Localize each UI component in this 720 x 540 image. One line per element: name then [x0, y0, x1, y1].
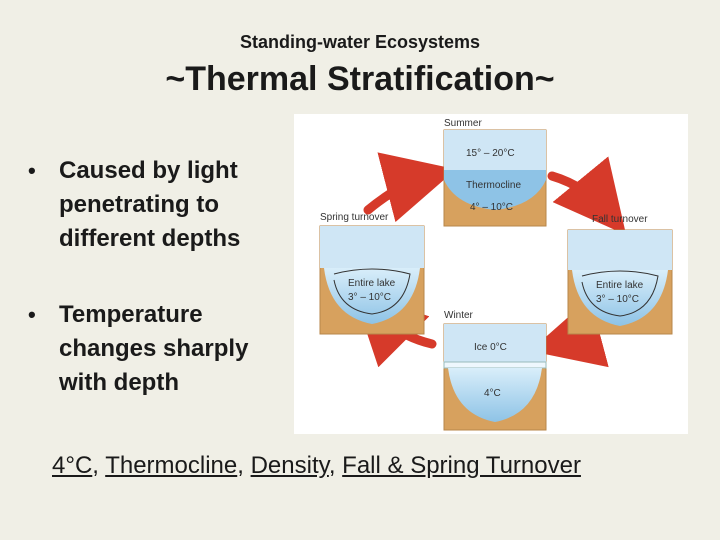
spring-panel — [320, 212, 424, 334]
keyword-links — [52, 452, 581, 480]
bullet-text: Caused by light penetrating to different depths — [59, 157, 241, 252]
summer-panel — [444, 118, 546, 226]
slide-subtitle: Standing-water Ecosystems — [239, 32, 481, 52]
spring-lake-temp: 3° – 10°C — [348, 292, 392, 303]
lake-cycle-diagram — [294, 114, 688, 434]
keyword-separator: , — [237, 452, 251, 479]
fall-panel — [568, 214, 672, 334]
summer-thermocline-label: Thermocline — [466, 180, 522, 191]
winter-ice-label: Ice 0°C — [474, 342, 507, 353]
fall-lake-label: Entire lake — [596, 280, 644, 291]
summer-top-temp: 15° – 20°C — [466, 148, 515, 159]
winter-label: Winter — [444, 310, 473, 321]
link-thermocline[interactable]: Thermocline — [105, 452, 238, 479]
keyword-separator: , — [92, 452, 106, 479]
keyword-separator: , — [328, 452, 343, 479]
winter-bottom-temp: 4°C — [484, 388, 501, 399]
arrow-spring-to-summer — [368, 176, 430, 210]
summer-bottom-temp: 4° – 10°C — [470, 202, 514, 213]
link-4c[interactable]: 4°C — [52, 452, 93, 479]
bullet-item — [28, 298, 290, 400]
bullet-text: Temperature changes sharply with depth — [59, 301, 249, 396]
arrow-summer-to-fall — [552, 176, 609, 214]
winter-panel — [444, 310, 546, 430]
fall-label: Fall turnover — [592, 214, 648, 225]
link-fall-spring-turnover[interactable]: Fall & Spring Turnover — [342, 452, 581, 479]
thermal-stratification-figure — [294, 114, 688, 434]
fall-lake-temp: 3° – 10°C — [596, 294, 640, 305]
link-density[interactable]: Density — [250, 452, 329, 479]
summer-label: Summer — [444, 118, 482, 129]
bullet-marker: • — [28, 158, 36, 183]
bullet-item — [28, 154, 290, 256]
spring-label: Spring turnover — [320, 212, 389, 223]
spring-lake-label: Entire lake — [348, 278, 396, 289]
bullet-marker: • — [28, 302, 36, 327]
bullet-list — [28, 154, 290, 442]
slide-title: ~Thermal Stratification~ — [165, 60, 555, 98]
